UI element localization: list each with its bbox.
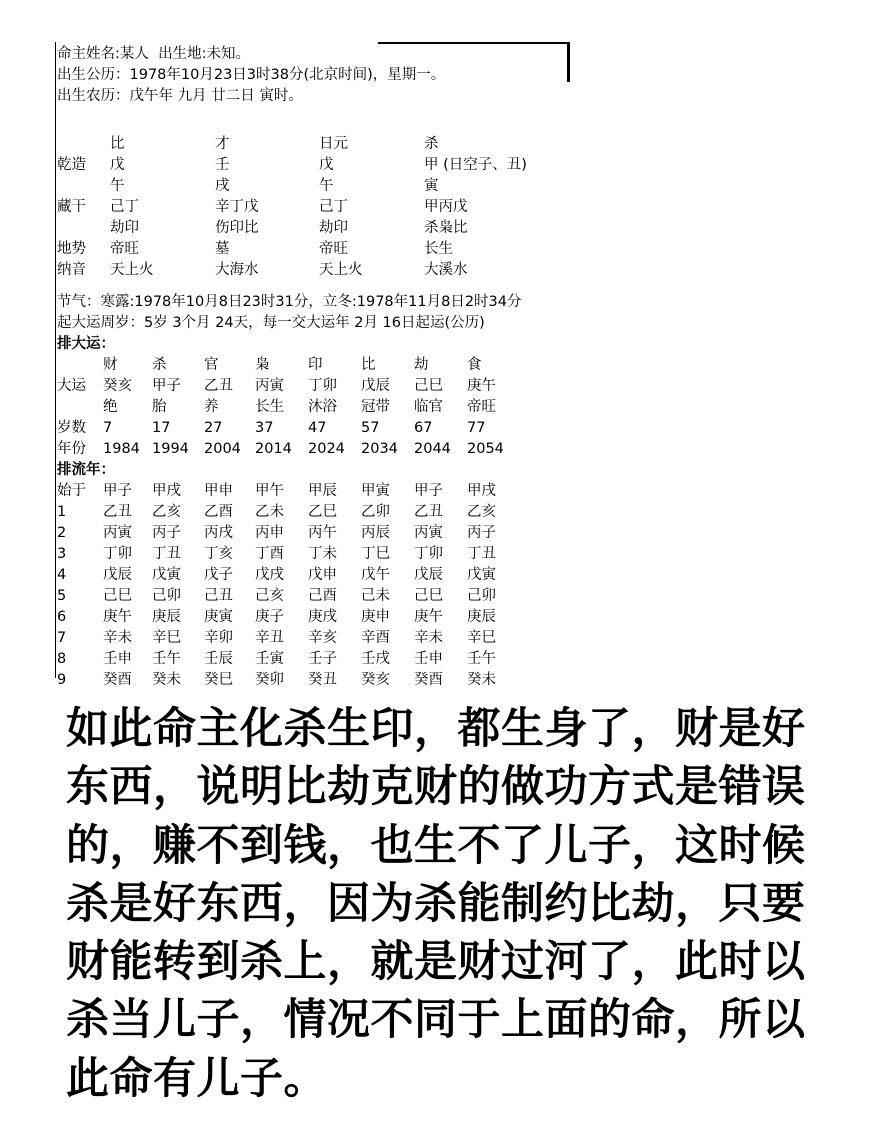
dayun-row-label: 大运 <box>57 378 86 394</box>
pillar-month-shishen: 才 <box>215 136 230 152</box>
liunian-cell: 丁卯 <box>414 546 443 562</box>
liunian-cell: 癸巳 <box>204 672 233 688</box>
commentary-line: 东西，说明比劫克财的做功方式是错误 <box>66 762 806 813</box>
commentary-line: 如此命主化杀生印，都生身了，财是好 <box>66 704 806 754</box>
liunian-cell: 乙巳 <box>308 504 337 520</box>
liunian-cell: 丙寅 <box>103 525 132 541</box>
dayun-title: 排大运： <box>57 336 115 352</box>
liunian-cell: 戊子 <box>204 567 233 583</box>
pillar-day-shishen: 日元 <box>319 136 348 152</box>
liunian-cell: 辛未 <box>103 630 132 646</box>
liunian-cell: 癸酉 <box>414 672 443 688</box>
dayun-age: 47 <box>308 420 327 436</box>
liunian-cell: 壬辰 <box>204 651 233 667</box>
liunian-cell: 丁酉 <box>255 546 284 562</box>
liunian-cell: 辛巳 <box>467 630 496 646</box>
liunian-cell: 乙未 <box>255 504 284 520</box>
dayun-age: 7 <box>103 420 113 436</box>
liunian-cell: 丙子 <box>467 525 496 541</box>
liunian-cell: 壬戌 <box>361 651 390 667</box>
liunian-cell: 辛丑 <box>255 630 284 646</box>
liunian-row-label: 6 <box>57 609 67 625</box>
liunian-cell: 壬申 <box>414 651 443 667</box>
liunian-cell: 庚午 <box>414 609 443 625</box>
year-row-label: 年份 <box>57 441 86 457</box>
pillar-month-nayin: 大海水 <box>215 262 259 278</box>
pillar-month-dishi: 墓 <box>215 241 230 257</box>
pillar-hour-stem: 甲 (日空子、丑) <box>424 157 527 173</box>
liunian-cell: 壬午 <box>152 651 181 667</box>
liunian-cell: 甲戌 <box>467 483 496 499</box>
liunian-cell: 丁丑 <box>152 546 181 562</box>
liunian-cell: 丙辰 <box>361 525 390 541</box>
commentary-line: 的，赚不到钱，也生不了儿子，这时候 <box>66 820 806 871</box>
dayun-shishen: 劫 <box>414 357 429 373</box>
qiyun-line: 起大运周岁：5岁 3个月 24天，每一交大运年 2月 16日起运(公历) <box>57 315 485 331</box>
liunian-cell: 乙亥 <box>152 504 181 520</box>
dayun-shishen: 比 <box>361 357 376 373</box>
liunian-cell: 己卯 <box>152 588 181 604</box>
dayun-age: 17 <box>152 420 171 436</box>
dayun-year: 2014 <box>255 441 292 457</box>
liunian-row-label: 7 <box>57 630 67 646</box>
row-label-qianzao: 乾造 <box>57 157 86 173</box>
liunian-cell: 己巳 <box>103 588 132 604</box>
liunian-cell: 癸丑 <box>308 672 337 688</box>
pillar-hour-branch: 寅 <box>424 178 439 194</box>
liunian-cell: 己未 <box>361 588 390 604</box>
liunian-cell: 乙酉 <box>204 504 233 520</box>
pillar-hour-dishi: 长生 <box>424 241 453 257</box>
liunian-cell: 壬午 <box>467 651 496 667</box>
dayun-ganzhi: 己巳 <box>414 378 443 394</box>
pillar-hour-canggan: 甲丙戊 <box>424 199 468 215</box>
dayun-age: 57 <box>361 420 380 436</box>
dayun-shishen: 杀 <box>152 357 167 373</box>
liunian-cell: 己亥 <box>255 588 284 604</box>
liunian-cell: 丁亥 <box>204 546 233 562</box>
dayun-changsheng: 养 <box>204 399 219 415</box>
liunian-cell: 壬子 <box>308 651 337 667</box>
pillar-year-canggan-shishen: 劫印 <box>110 220 139 236</box>
pillar-hour-canggan-shishen: 杀枭比 <box>424 220 468 236</box>
header-lunar-date: 出生农历：戊午年 九月 廿二日 寅时。 <box>57 88 303 104</box>
dayun-age: 67 <box>414 420 433 436</box>
dayun-changsheng: 帝旺 <box>467 399 496 415</box>
liunian-cell: 甲申 <box>204 483 233 499</box>
dayun-shishen: 财 <box>103 357 118 373</box>
pillar-hour-shishen: 杀 <box>424 136 439 152</box>
pillar-month-canggan: 辛丁戊 <box>215 199 259 215</box>
liunian-cell: 辛酉 <box>361 630 390 646</box>
pillar-month-stem: 壬 <box>215 157 230 173</box>
pillar-year-dishi: 帝旺 <box>110 241 139 257</box>
dayun-shishen: 官 <box>204 357 219 373</box>
pillar-month-branch: 戌 <box>215 178 230 194</box>
dayun-ganzhi: 乙丑 <box>204 378 233 394</box>
liunian-cell: 甲子 <box>414 483 443 499</box>
dayun-year: 2024 <box>308 441 345 457</box>
dayun-year: 2004 <box>204 441 241 457</box>
liunian-row-label: 1 <box>57 504 67 520</box>
dayun-changsheng: 长生 <box>255 399 284 415</box>
dayun-ganzhi: 丁卯 <box>308 378 337 394</box>
dayun-year: 2044 <box>414 441 451 457</box>
liunian-cell: 辛巳 <box>152 630 181 646</box>
dayun-shishen: 食 <box>467 357 482 373</box>
dayun-shishen: 印 <box>308 357 323 373</box>
liunian-cell: 丁丑 <box>467 546 496 562</box>
liunian-row-label: 2 <box>57 525 67 541</box>
liunian-cell: 己丑 <box>204 588 233 604</box>
dayun-changsheng: 沐浴 <box>308 399 337 415</box>
liunian-cell: 庚申 <box>361 609 390 625</box>
pillar-day-dishi: 帝旺 <box>319 241 348 257</box>
dayun-shishen: 枭 <box>255 357 270 373</box>
liunian-cell: 乙卯 <box>361 504 390 520</box>
liunian-cell: 丙戌 <box>204 525 233 541</box>
liunian-cell: 戊戌 <box>255 567 284 583</box>
liunian-row-label: 9 <box>57 672 67 688</box>
liunian-cell: 戊申 <box>308 567 337 583</box>
dayun-ganzhi: 丙寅 <box>255 378 284 394</box>
dayun-age: 37 <box>255 420 274 436</box>
liunian-cell: 己酉 <box>308 588 337 604</box>
liunian-row-label: 始于 <box>57 483 86 499</box>
liunian-cell: 庚午 <box>103 609 132 625</box>
pillar-year-stem: 戊 <box>110 157 125 173</box>
liunian-cell: 辛卯 <box>204 630 233 646</box>
pillar-day-stem: 戊 <box>319 157 334 173</box>
commentary-line: 财能转到杀上，就是财过河了，此时以 <box>66 937 806 988</box>
row-label-dishi: 地势 <box>57 241 86 257</box>
liunian-cell: 乙亥 <box>467 504 496 520</box>
liunian-row-label: 5 <box>57 588 67 604</box>
dayun-ganzhi: 戊辰 <box>361 378 390 394</box>
dayun-ganzhi: 癸亥 <box>103 378 132 394</box>
liunian-cell: 壬申 <box>103 651 132 667</box>
dayun-changsheng: 冠带 <box>361 399 390 415</box>
liunian-cell: 癸未 <box>467 672 496 688</box>
liunian-cell: 癸亥 <box>361 672 390 688</box>
liunian-cell: 庚寅 <box>204 609 233 625</box>
liunian-cell: 丁卯 <box>103 546 132 562</box>
liunian-cell: 丙子 <box>152 525 181 541</box>
liunian-cell: 庚辰 <box>467 609 496 625</box>
liunian-cell: 戊寅 <box>467 567 496 583</box>
commentary-text <box>66 700 886 1108</box>
liunian-cell: 丙寅 <box>414 525 443 541</box>
liunian-cell: 乙丑 <box>414 504 443 520</box>
liunian-cell: 甲午 <box>255 483 284 499</box>
pillar-year-canggan: 己丁 <box>110 199 139 215</box>
pillar-day-canggan: 己丁 <box>319 199 348 215</box>
liunian-row-label: 8 <box>57 651 67 667</box>
liunian-cell: 丙午 <box>308 525 337 541</box>
dayun-year: 2034 <box>361 441 398 457</box>
liunian-cell: 辛亥 <box>308 630 337 646</box>
jieqi-line: 节气：寒露:1978年10月8日23时31分，立冬:1978年11月8日2时34分 <box>57 294 522 310</box>
pillar-day-branch: 午 <box>319 178 334 194</box>
dayun-age: 27 <box>204 420 223 436</box>
header-solar-date: 出生公历：1978年10月23日3时38分(北京时间)，星期一。 <box>57 67 446 83</box>
liunian-cell: 甲辰 <box>308 483 337 499</box>
liunian-cell: 庚子 <box>255 609 284 625</box>
dayun-ganzhi: 甲子 <box>152 378 181 394</box>
pillar-year-shishen: 比 <box>110 136 125 152</box>
dayun-age: 77 <box>467 420 486 436</box>
row-label-nayin: 纳音 <box>57 262 86 278</box>
commentary-line: 杀是好东西，因为杀能制约比劫，只要 <box>66 878 806 929</box>
dayun-changsheng: 绝 <box>103 399 118 415</box>
pillar-year-branch: 午 <box>110 178 125 194</box>
dayun-changsheng: 临官 <box>414 399 443 415</box>
liunian-cell: 乙丑 <box>103 504 132 520</box>
dayun-year: 2054 <box>467 441 504 457</box>
header-name-line: 命主姓名:某人 出生地:未知。 <box>57 46 250 62</box>
commentary-line: 杀当儿子，情况不同于上面的命，所以 <box>66 995 806 1046</box>
liunian-cell: 己卯 <box>467 588 496 604</box>
liunian-cell: 庚辰 <box>152 609 181 625</box>
liunian-cell: 戊寅 <box>152 567 181 583</box>
liunian-cell: 丁未 <box>308 546 337 562</box>
liunian-cell: 戊辰 <box>103 567 132 583</box>
bazi-chart-panel <box>55 42 580 688</box>
liunian-cell: 辛未 <box>414 630 443 646</box>
commentary-line: 此命有儿子。 <box>66 1053 327 1104</box>
liunian-cell: 戊午 <box>361 567 390 583</box>
dayun-year: 1984 <box>103 441 140 457</box>
liunian-cell: 癸卯 <box>255 672 284 688</box>
row-label-canggan: 藏干 <box>57 199 86 215</box>
liunian-cell: 丙申 <box>255 525 284 541</box>
liunian-cell: 癸酉 <box>103 672 132 688</box>
liunian-title: 排流年： <box>57 462 115 478</box>
pillar-hour-nayin: 大溪水 <box>424 262 468 278</box>
liunian-cell: 癸未 <box>152 672 181 688</box>
pillar-month-canggan-shishen: 伤印比 <box>215 220 259 236</box>
dayun-year: 1994 <box>152 441 189 457</box>
liunian-cell: 甲子 <box>103 483 132 499</box>
dayun-changsheng: 胎 <box>152 399 167 415</box>
dayun-ganzhi: 庚午 <box>467 378 496 394</box>
liunian-row-label: 3 <box>57 546 67 562</box>
liunian-row-label: 4 <box>57 567 67 583</box>
liunian-cell: 甲寅 <box>361 483 390 499</box>
liunian-cell: 戊辰 <box>414 567 443 583</box>
liunian-cell: 庚戌 <box>308 609 337 625</box>
liunian-cell: 壬寅 <box>255 651 284 667</box>
age-row-label: 岁数 <box>57 420 86 436</box>
liunian-cell: 甲戌 <box>152 483 181 499</box>
liunian-cell: 己巳 <box>414 588 443 604</box>
pillar-day-canggan-shishen: 劫印 <box>319 220 348 236</box>
pillar-day-nayin: 天上火 <box>319 262 363 278</box>
pillar-year-nayin: 天上火 <box>110 262 154 278</box>
liunian-cell: 丁巳 <box>361 546 390 562</box>
